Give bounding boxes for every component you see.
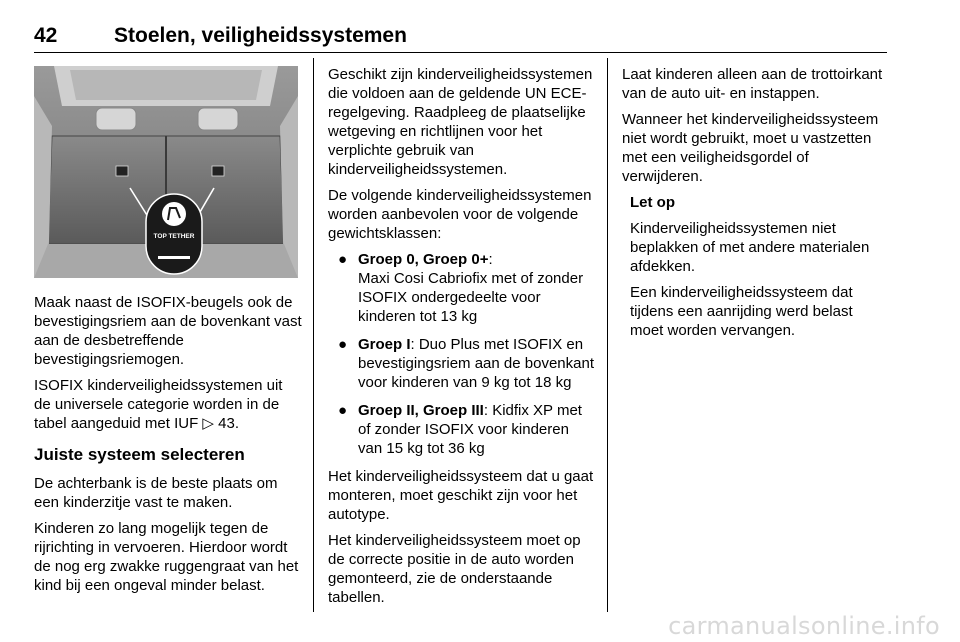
bullet-icon: ●: [338, 251, 348, 268]
paragraph: Een kinderveiligheidssysteem dat tijdens een aanrijding werd belast moet worden vervangen.: [630, 284, 853, 339]
bullet-icon: ●: [338, 402, 348, 419]
paragraph: Kinderveiligheidssystemen niet beplakken of met andere materialen afdekken.: [630, 220, 870, 275]
paragraph: Geschikt zijn kinderveiligheidssystemen die voldoen aan de geldende UN ECE-regelgeving. Raadpleeg de plaatselijke wetgeving en richtlijnen voor het verplichte gebruik van kinderveiligheidssystemen.: [328, 66, 593, 178]
note-block: [622, 193, 890, 340]
paragraph: Kinderen zo lang mogelijk tegen de rijrichting in vervoeren. Hierdoor wordt de nog erg zwakke ruggengraat van het kind bij een ongeval minder belast.: [34, 520, 299, 594]
page-number: 42: [34, 24, 58, 47]
column-1: [34, 293, 302, 602]
list-item-text: : Kidfix XP met of zonder ISOFIX voor kinderen van 15 kg tot 36 kg: [358, 402, 582, 457]
column-2: [328, 65, 596, 614]
paragraph: ISOFIX kinderveiligheidssystemen uit de universele categorie worden in de tabel aangeduid met IUF ▷ 43.: [34, 377, 283, 432]
weight-class-list: [328, 250, 596, 458]
list-item-text: : Maxi Cosi Cabriofix met of zonder ISOFIX ondergedeelte voor kinderen tot 13 kg: [358, 251, 584, 325]
column-divider: [313, 58, 314, 612]
page-header: [34, 22, 887, 53]
watermark: carmanualsonline.info: [668, 612, 940, 640]
paragraph: Wanneer het kinderveiligheidssysteem niet wordt gebruikt, moet u vastzetten met een veiligheidsgordel of verwijderen.: [622, 111, 879, 185]
group-label: Groep I: [358, 336, 411, 353]
paragraph: De achterbank is de beste plaats om een kinderzitje vast te maken.: [34, 475, 278, 511]
group-label: Groep 0, Groep 0+: [358, 251, 489, 268]
paragraph: Het kinderveiligheidssysteem moet op de correcte positie in de auto worden gemonteerd, zie de onderstaande tabellen.: [328, 532, 581, 606]
top-tether-illustration: [34, 66, 298, 278]
section-heading: Juiste systeem selecteren: [34, 445, 245, 464]
column-3: [622, 65, 890, 347]
paragraph: Maak naast de ISOFIX-beugels ook de bevestigingsriem aan de bovenkant vast aan de desbetreffende bevestigingsriemogen.: [34, 294, 302, 368]
tether-label: TOP TETHER: [153, 233, 195, 240]
paragraph: De volgende kinderveiligheidssystemen worden aanbevolen voor de volgende gewichtsklassen:: [328, 187, 592, 242]
chapter-title: Stoelen, veiligheidssystemen: [114, 24, 407, 47]
list-item-text: : Duo Plus met ISOFIX en bevestigingsriem aan de bovenkant voor kinderen van 9 kg tot 18 kg: [358, 336, 594, 391]
column-divider: [607, 58, 608, 612]
paragraph: Laat kinderen alleen aan de trottoirkant van de auto uit- en instappen.: [622, 66, 883, 102]
paragraph: Het kinderveiligheidssysteem dat u gaat monteren, moet geschikt zijn voor het autotype.: [328, 468, 594, 523]
note-title: Let op: [630, 194, 675, 211]
group-label: Groep II, Groep III: [358, 402, 484, 419]
list-item: [328, 250, 596, 326]
bullet-icon: ●: [338, 336, 348, 353]
list-item: [328, 335, 596, 392]
list-item: [328, 401, 596, 458]
